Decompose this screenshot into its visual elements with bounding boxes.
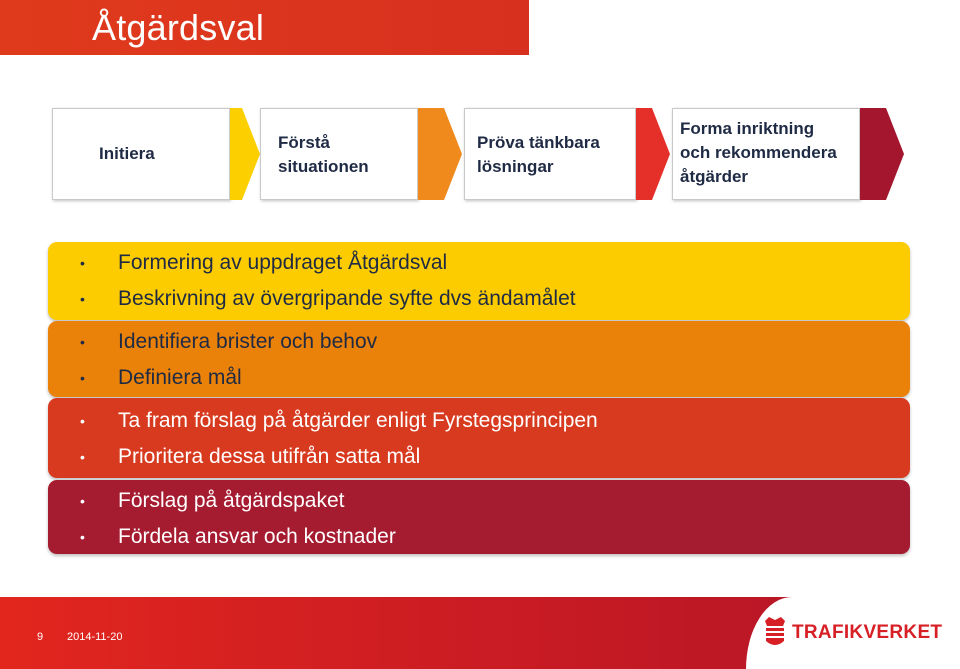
bullet: • [80, 449, 85, 465]
band-formering [48, 242, 910, 320]
list-item: • Definiera mål [48, 360, 910, 396]
title-bar [0, 0, 529, 55]
logo [746, 597, 960, 669]
bullet: • [80, 291, 85, 307]
list-item: • Formering av uppdraget Åtgärdsval [48, 245, 910, 281]
footer [0, 597, 960, 669]
band-identifiera [48, 321, 910, 397]
page-number: 9 [37, 631, 44, 643]
step-arrow-orange [418, 108, 462, 200]
band-forslag [48, 398, 910, 478]
bullet: • [80, 529, 85, 545]
page-title: Åtgärdsval [92, 7, 265, 48]
step-prova-losningar [464, 108, 636, 200]
step-initiera [52, 108, 230, 200]
list-item: • Identifiera brister och behov [48, 324, 910, 360]
bullet: • [80, 370, 85, 386]
step-label: Förstå situationen [278, 133, 369, 176]
list-item: • Beskrivning av övergripande syfte dvs ändamålet [48, 281, 910, 317]
process-steps [52, 108, 912, 202]
step-label: Pröva tänkbara lösningar [477, 133, 600, 176]
step-arrow-red [636, 108, 670, 200]
list-item: • Fördela ansvar och kostnader [48, 519, 910, 555]
step-label: Forma inriktning och rekommendera åtgärder [680, 119, 837, 186]
step-arrow-darkred [860, 108, 904, 200]
bullet: • [80, 493, 85, 509]
step-forma-inriktning [672, 108, 860, 200]
trafikverket-crown-icon [762, 615, 788, 649]
step-forsta-situationen [260, 108, 418, 200]
bullet: • [80, 255, 85, 271]
step-arrow-yellow [230, 108, 260, 200]
list-item: • Förslag på åtgärdspaket [48, 483, 910, 519]
list-item: • Ta fram förslag på åtgärder enligt Fyrstegsprincipen [48, 403, 910, 439]
logo-text: TRAFIKVERKET [792, 622, 943, 643]
band-atgardspaket [48, 480, 910, 554]
footer-date: 2014-11-20 [67, 631, 123, 643]
bullet: • [80, 413, 85, 429]
step-label: Initiera [99, 144, 155, 163]
bullet: • [80, 334, 85, 350]
list-item: • Prioritera dessa utifrån satta mål [48, 439, 910, 475]
